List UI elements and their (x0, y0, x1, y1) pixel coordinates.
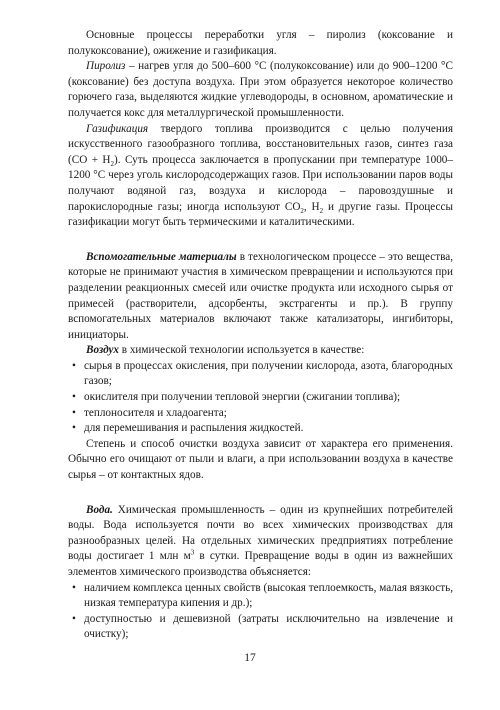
list-item (68, 390, 453, 406)
air-text: в химической технологии используется в качестве: (118, 344, 365, 357)
bullet-icon: • (72, 422, 76, 435)
paragraph-pyrolysis (68, 59, 453, 121)
paragraph-water (68, 503, 453, 581)
list-item-text: для перемешивания и распыления жидкостей. (84, 422, 304, 435)
term-auxiliary-materials: Вспомогательные материалы (86, 250, 237, 263)
gasification-text-a: твердого топлива производится с целью получения искусственного газообразного топлива, восстановительных газов, синтез газа (СО + Н (68, 122, 453, 166)
term-pyrolysis: Пиролиз (86, 60, 126, 73)
list-item-text: сырья в процессах окисления, при получении кислорода, азота, благородных газов; (84, 359, 453, 388)
paragraph-air (68, 343, 453, 359)
subscript: 2 (110, 159, 115, 168)
list-item (68, 359, 453, 390)
list-item (68, 581, 453, 612)
list-item (68, 421, 453, 437)
list-item-text: наличием комплекса ценных свойств (высокая теплоемкость, малая вязкость, низкая температура кипения и др.); (84, 581, 453, 610)
paragraph-auxiliary-materials (68, 250, 453, 344)
term-water: Вода. (86, 503, 113, 516)
paragraph-gasification (68, 122, 453, 231)
page-body (68, 28, 453, 643)
page-number: 17 (244, 652, 256, 664)
list-item-text: окислителя при получении тепловой энергии (сжигании топлива); (84, 391, 401, 404)
bullet-icon: • (72, 391, 76, 404)
bullet-icon: • (72, 612, 76, 625)
auxiliary-materials-text: в технологическом процессе – это вещества, которые не принимают участия в химическом превращении и используются при разделении реакционных смесей или очистке продукта или исходного сырья от примесей (растворители, адсорбенты, экстрагенты и пр.). В группу вспомогательных материалов включают также катализаторы, ингибиторы, инициаторы. (68, 250, 453, 341)
bullet-icon: • (72, 581, 76, 594)
paragraph-air-cleaning: Степень и способ очистки воздуха зависит от характера его применения. Обычно его очищают от пыли и влаги, а при использовании воздуха в качестве сырья – от контактных ядов. (68, 437, 453, 482)
section-gap (68, 231, 453, 250)
bullet-icon: • (72, 359, 76, 372)
list-item-text: теплоносителя и хладоагента; (84, 406, 227, 419)
bullet-icon: • (72, 406, 76, 419)
section-gap (68, 484, 453, 503)
water-text-b: в сутки. Превращение воды в один из важнейших элементов химического производства объясняется: (68, 550, 453, 578)
gasification-text-b: ). Суть процесса заключается в пропускании при температуре 1000–1200 °С через уголь кислородсодержащих газов. При использовании паров воды получают водяной газ, воздуха и кислорода – паровоздушные и парокислородные газы; иногда используют СО (68, 153, 453, 213)
subscript: 2 (319, 206, 324, 215)
gasification-text-c: , Н (303, 200, 320, 213)
list-item-text: доступностью и дешевизной (затраты исключительно на извлечение и очистку); (84, 612, 453, 641)
subscript: 2 (300, 206, 304, 215)
water-text-a: Химическая промышленность – один из крупнейших потребителей воды. Вода используется почти во всех химических производствах для разнообразных целей. На отдельных химических предприятиях потребление воды достигает 1 млн м (68, 503, 453, 563)
superscript: 3 (190, 548, 195, 557)
list-item (68, 406, 453, 422)
gasification-text-d: и другие газы. Процессы газификации могут быть термическими и каталитическими. (68, 200, 453, 229)
term-gasification: Газификация (86, 122, 149, 135)
term-air: Воздух (86, 344, 119, 357)
pyrolysis-text: – нагрев угля до 500–600 °С (полукоксование) или до 900–1200 °С (коксование) без доступа воздуха. При этом образуется некоторое количество горючего газа, выделяются жидкие углеводороды, в основном, ароматические и получается кокс для металлургической промышленности. (68, 60, 453, 119)
list-item (68, 612, 453, 643)
paragraph-coal-processing: Основные процессы переработки угля – пиролиз (коксование и полукоксование), ожижение и газификация. (68, 29, 453, 57)
